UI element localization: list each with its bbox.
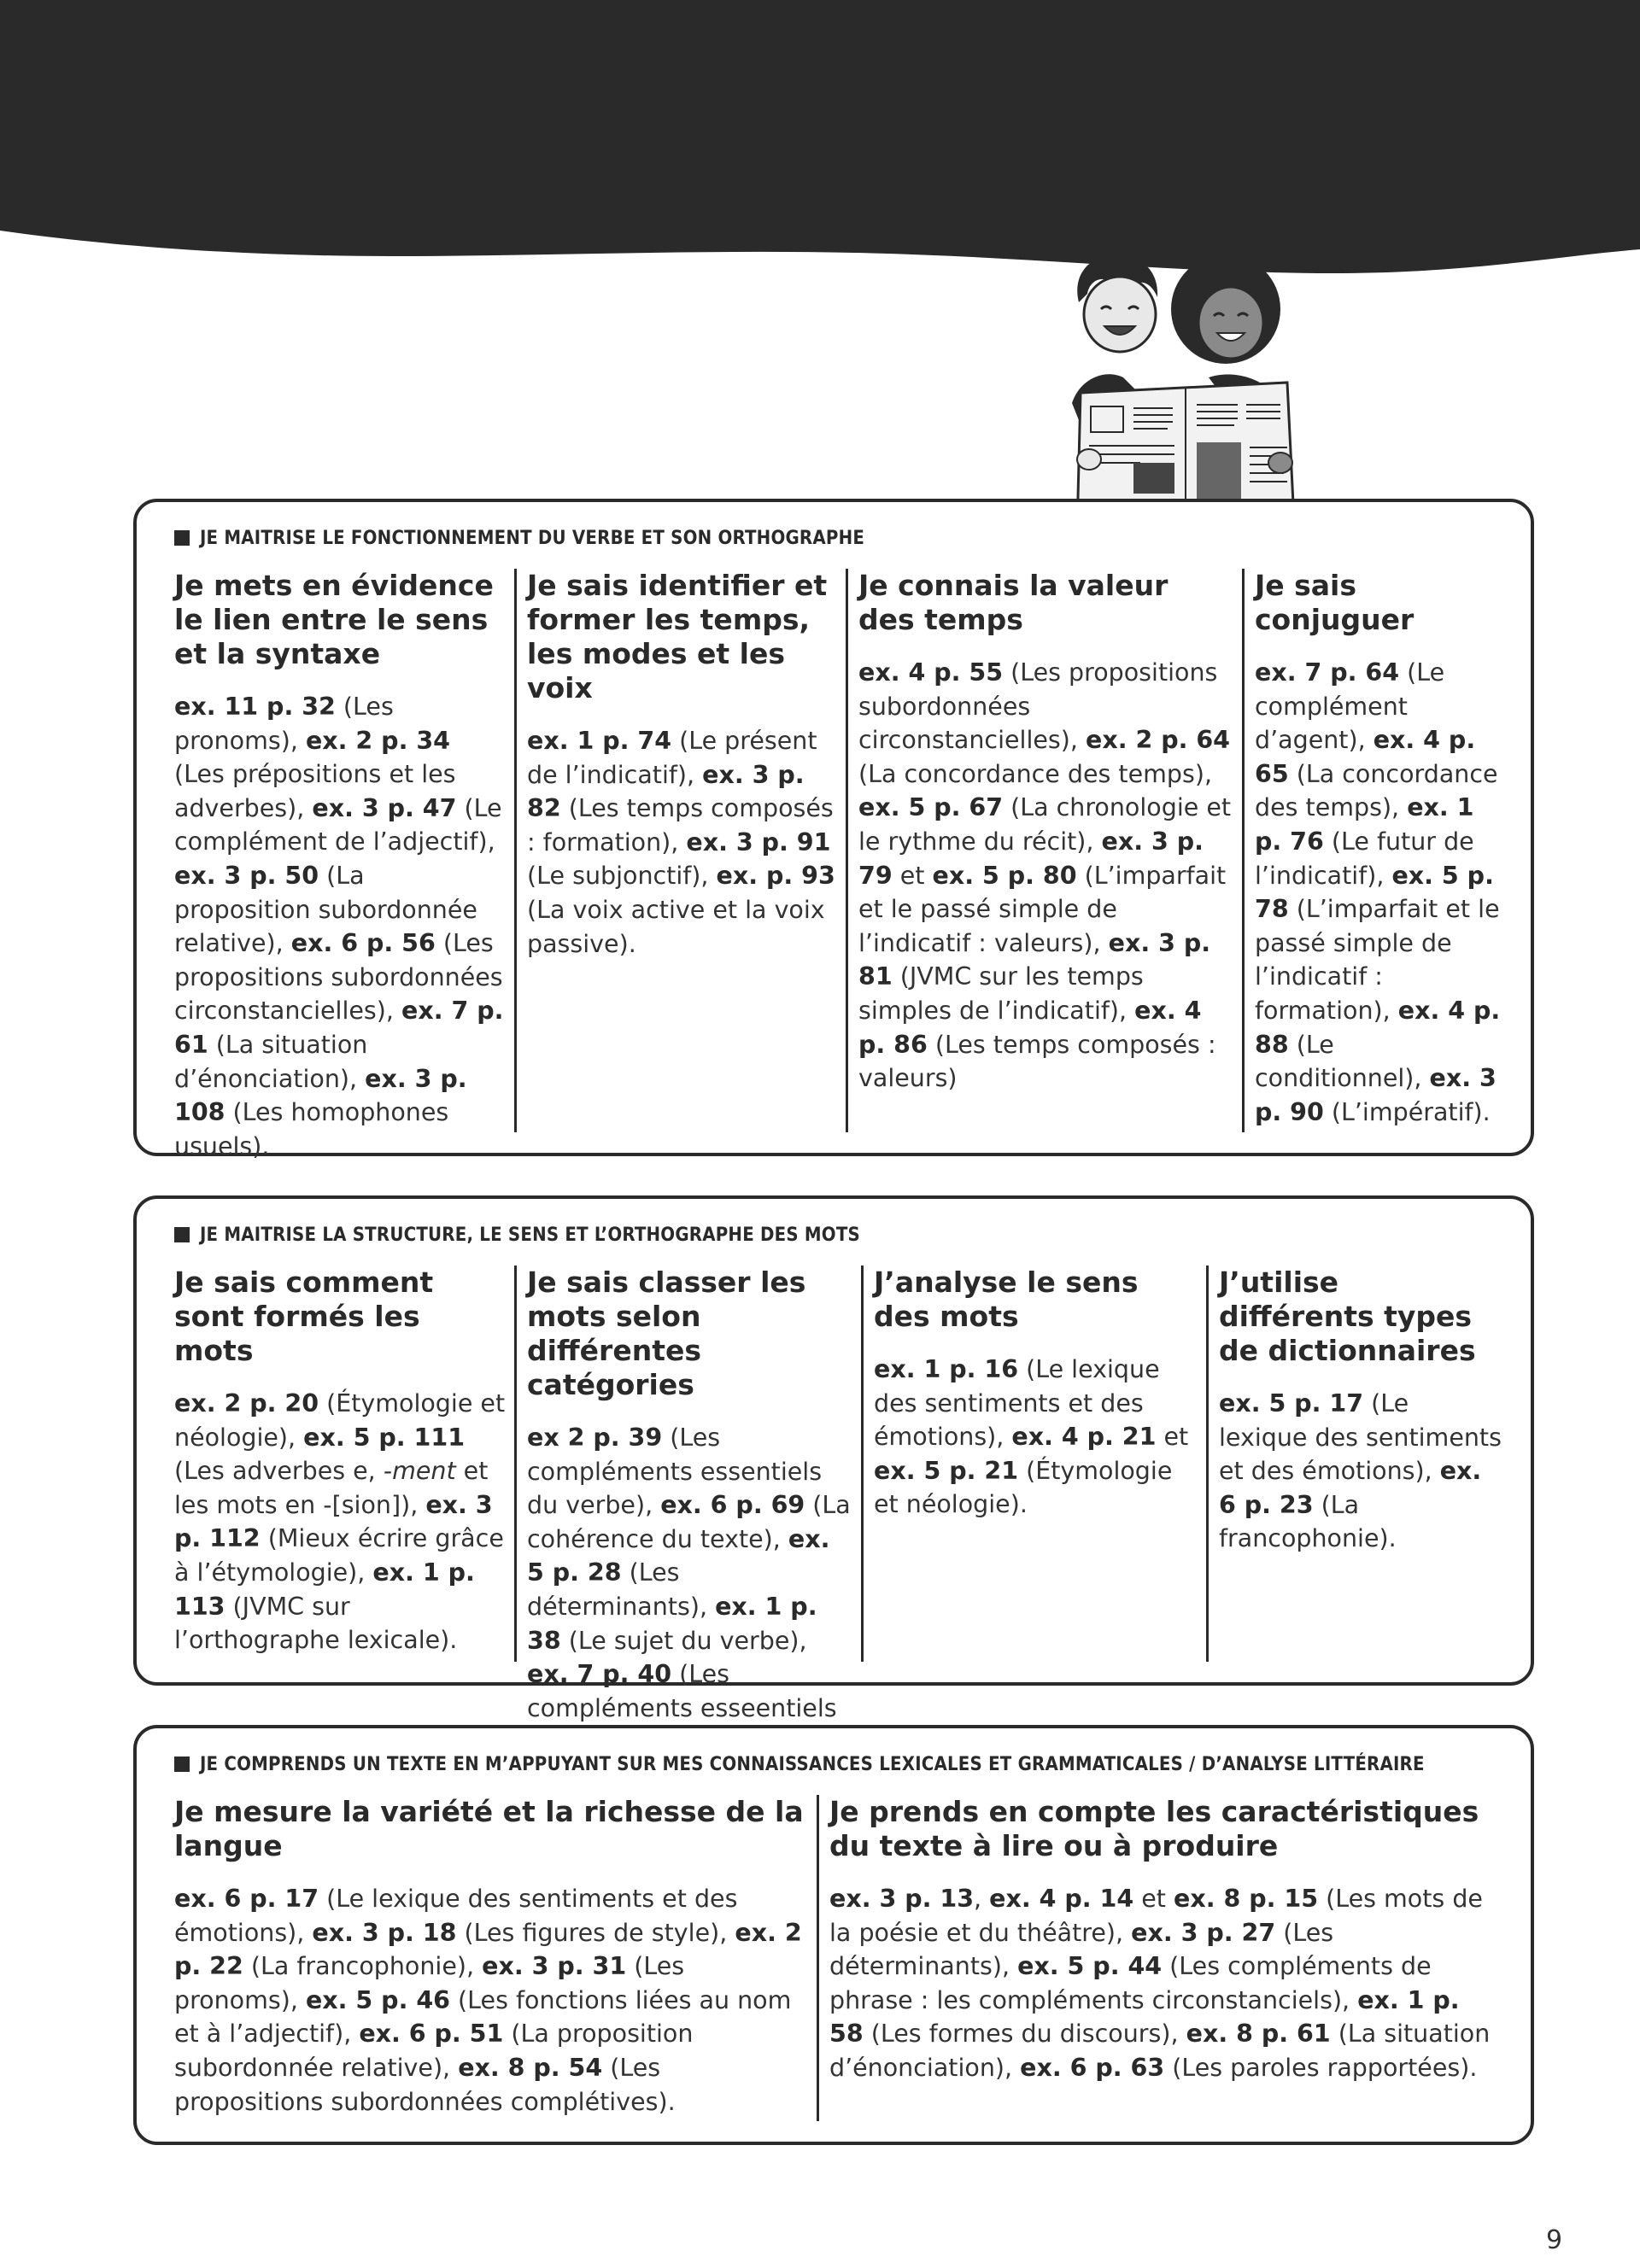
column xyxy=(1206,1266,1510,1662)
reference-description: et xyxy=(892,861,933,890)
exercise-reference: ex. 5 p. 67 xyxy=(858,793,1004,822)
column-title: Je mets en évidence le lien entre le sens et la syntaxe xyxy=(174,569,494,670)
exercise-reference: ex. 5 p. 21 xyxy=(874,1456,1019,1485)
reference-description: (Les compléments de phrase : les compléments circonstanciels), xyxy=(829,1952,1432,2014)
exercise-reference: ex. 8 p. 54 xyxy=(458,2053,603,2082)
column-title: J’analyse le sens des mots xyxy=(874,1266,1139,1333)
reference-description: (JVMC sur l’orthographe lexicale). xyxy=(174,1592,458,1655)
reference-description: (Le lexique des sentiments et des émotions), xyxy=(1219,1389,1502,1486)
column-title: Je sais comment sont formés les mots xyxy=(174,1266,434,1367)
reference-description: (Les propositions subordonnées circonstancielles), xyxy=(858,658,1218,755)
page-number: 9 xyxy=(1546,2225,1563,2255)
exercise-reference: ex. 1 p. 38 xyxy=(527,1592,817,1655)
exercise-reference: ex. 5 p. 28 xyxy=(527,1524,830,1587)
exercise-reference: ex. 4 p. 86 xyxy=(858,996,1202,1059)
reference-description: (Les formes du discours), xyxy=(863,2020,1186,2049)
reference-description: (Le lexique des sentiments et des émotions), xyxy=(174,1885,738,1947)
section-verbe xyxy=(133,499,1534,1160)
exercise-reference: ex. 4 p. 65 xyxy=(1255,726,1476,788)
reference-description: (Les propositions subordonnées circonstancielles), xyxy=(174,929,503,1026)
column xyxy=(514,1266,861,1722)
exercise-reference: ex. 3 p. 90 xyxy=(1255,1064,1496,1126)
reference-description: (Les propositions subordonnées complétives). xyxy=(174,2053,676,2116)
exercise-reference: ex. 7 p. 40 xyxy=(527,1660,672,1689)
reference-description: -ment xyxy=(383,1457,456,1486)
column xyxy=(846,569,1242,1132)
reference-description: (L’imparfait et le passé simple de l’indicatif : formation), xyxy=(1255,895,1500,1025)
exercise-reference: ex. p. 93 xyxy=(716,862,835,891)
exercise-reference: ex. 5 p. 111 xyxy=(303,1423,466,1452)
reference-description: (Le conditionnel), xyxy=(1255,1030,1430,1093)
exercise-reference: ex. 4 p. 21 xyxy=(1011,1423,1157,1452)
reference-description: (La voix active et la voix passive). xyxy=(527,895,825,958)
reference-description: (Les déterminants), xyxy=(527,1558,716,1621)
exercise-reference: ex. 3 p. 108 xyxy=(174,1064,467,1127)
exercise-reference: ex. 5 p. 46 xyxy=(305,1985,450,2014)
exercise-reference: ex. 3 p. 91 xyxy=(686,827,831,856)
column xyxy=(861,1266,1206,1662)
exercise-reference: ex. 4 p. 55 xyxy=(858,658,1004,687)
column-title: Je connais la valeur des temps xyxy=(858,569,1168,636)
exercise-reference: ex. 1 p. 16 xyxy=(874,1355,1019,1383)
reference-description: , xyxy=(974,1885,990,1913)
exercise-reference: ex. 11 p. 32 xyxy=(174,693,336,721)
reference-description: (Les fonctions liées au nom et à l’adjectif), xyxy=(174,1985,792,2049)
exercise-reference: ex. 8 p. 15 xyxy=(1174,1885,1319,1913)
header-band xyxy=(0,0,1640,290)
reference-description: (Le présent de l’indicatif), xyxy=(527,727,817,789)
exercise-reference: ex. 2 p. 22 xyxy=(174,1918,802,1981)
exercise-reference: ex. 3 p. 82 xyxy=(527,760,805,823)
column-body xyxy=(1255,656,1502,1129)
exercise-reference: ex. 6 p. 63 xyxy=(1020,2053,1165,2082)
exercise-reference: ex. 8 p. 61 xyxy=(1186,2020,1331,2049)
reference-description: (Les paroles rapportées). xyxy=(1164,2053,1478,2082)
column-title: Je sais conjuguer xyxy=(1255,569,1414,636)
column xyxy=(174,1795,817,2121)
exercise-reference: ex. 1 p. 113 xyxy=(174,1558,475,1621)
exercise-reference: ex. 7 p. 61 xyxy=(174,997,504,1059)
reference-description: (Les temps composés : formation), xyxy=(527,794,834,856)
exercise-reference: ex. 3 p. 18 xyxy=(312,1918,457,1947)
reference-description: (Le sujet du verbe), xyxy=(560,1626,807,1655)
reference-description: (Les déterminants), xyxy=(829,1918,1334,1981)
column-body xyxy=(874,1353,1198,1522)
exercise-reference: ex. 5 p. 17 xyxy=(1219,1389,1364,1418)
column-body xyxy=(527,1421,852,1759)
reference-description: (Les figures de style), xyxy=(456,1918,735,1947)
reference-description: (L’imparfait et le passé simple de l’indicatif : valeurs), xyxy=(858,861,1227,957)
column-body xyxy=(829,1882,1502,2085)
reference-description: (La francophonie). xyxy=(1219,1490,1397,1553)
square-bullet-icon xyxy=(174,1227,190,1242)
exercise-reference: ex. 5 p. 80 xyxy=(932,861,1077,890)
reference-description: (Le subjonctif), xyxy=(527,862,717,891)
reference-description: (La situation d’énonciation), xyxy=(174,1030,368,1093)
reference-description: (Le complément d’agent), xyxy=(1255,658,1445,755)
section-columns xyxy=(174,1795,1510,2121)
reference-description: et xyxy=(1133,1885,1174,1913)
column-body xyxy=(1219,1387,1502,1556)
exercise-reference: ex. 3 p. 31 xyxy=(482,1952,627,1981)
reference-description: (Le futur de l’indicatif), xyxy=(1255,827,1474,890)
exercise-reference: ex. 6 p. 17 xyxy=(174,1885,319,1913)
reference-description: (La proposition subordonnée relative), xyxy=(174,861,477,958)
exercise-reference: ex 2 p. 39 xyxy=(527,1423,663,1452)
square-bullet-icon xyxy=(174,1757,190,1772)
exercise-reference: ex. 2 p. 34 xyxy=(305,726,450,755)
column-body xyxy=(858,656,1233,1096)
section-columns xyxy=(174,569,1510,1160)
column xyxy=(817,1795,1510,2121)
exercise-reference: ex. 3 p. 79 xyxy=(858,827,1204,890)
section-heading: JE COMPRENDS UN TEXTE EN M’APPUYANT SUR MES CONNAISSANCES LEXICALES ET GRAMMATICALES / D’ANALYSE LITTÉRAIRE xyxy=(174,1754,1425,1775)
column-body xyxy=(174,1882,808,2119)
reference-description: (L’impératif). xyxy=(1323,1097,1491,1126)
column-body xyxy=(174,690,506,1163)
exercise-reference: ex. 3 p. 13 xyxy=(829,1885,975,1913)
exercise-reference: ex. 3 p. 27 xyxy=(1131,1918,1276,1947)
reference-description: (Les temps composés : valeurs) xyxy=(858,1030,1216,1093)
column-title: Je prends en compte les caractéristiques du texte à lire ou à produire xyxy=(829,1795,1479,1862)
column xyxy=(1242,569,1510,1132)
reference-description: (La francophonie), xyxy=(243,1952,483,1981)
exercise-reference: ex. 3 p. 81 xyxy=(858,928,1211,991)
section-heading: JE MAITRISE LA STRUCTURE, LE SENS ET L’ORTHOGRAPHE DES MOTS xyxy=(174,1225,860,1246)
exercise-reference: ex. 1 p. 74 xyxy=(527,727,672,755)
section-texte xyxy=(133,1725,1534,2145)
exercise-reference: ex. 3 p. 50 xyxy=(174,861,319,890)
reference-description: (Les prépositions et les adverbes), xyxy=(174,760,456,822)
reference-description: et xyxy=(1156,1423,1189,1452)
column-title: Je sais identifier et former les temps, les modes et les voix xyxy=(527,569,828,704)
exercise-reference: ex. 4 p. 14 xyxy=(989,1885,1134,1913)
reference-description: (Le complément de l’adjectif), xyxy=(174,793,502,856)
column xyxy=(174,1266,514,1662)
reference-description: (Les compléments esseentiels xyxy=(527,1660,837,1722)
square-bullet-icon xyxy=(174,530,190,546)
reference-description: (Les homophones usuels). xyxy=(174,1098,449,1160)
section-mots xyxy=(133,1195,1534,1722)
reference-description: (La concordance des temps), xyxy=(858,759,1213,788)
reference-description: (Les adverbes e, xyxy=(174,1457,384,1486)
reference-description: (La situation d’énonciation), xyxy=(829,2020,1491,2082)
reference-description: (La concordance des temps), xyxy=(1255,759,1498,822)
reference-description: (La chronologie et le rythme du récit), xyxy=(858,793,1232,856)
exercise-reference: ex. 4 p. 88 xyxy=(1255,996,1501,1059)
exercise-reference: ex. 5 p. 44 xyxy=(1017,1952,1163,1981)
column-body xyxy=(174,1387,506,1657)
exercise-reference: ex. 3 p. 47 xyxy=(312,793,457,822)
exercise-reference: ex. 6 p. 56 xyxy=(290,929,436,958)
exercise-reference: ex. 6 p. 23 xyxy=(1219,1457,1482,1519)
children-reading-newspaper-illustration xyxy=(1063,249,1311,540)
header-band-shape xyxy=(0,0,1640,273)
column xyxy=(174,569,514,1160)
exercise-reference: ex. 7 p. 64 xyxy=(1255,658,1400,687)
reference-description: (Les mots de la poésie et du théâtre), xyxy=(829,1885,1483,1947)
reference-description: (Étymologie et néologie). xyxy=(874,1456,1173,1519)
column-body xyxy=(527,724,837,961)
reference-description: (JVMC sur les temps simples de l’indicatif), xyxy=(858,962,1144,1025)
reference-description: et les mots en -[sion]), xyxy=(174,1457,489,1519)
exercise-reference: ex. 3 p. 112 xyxy=(174,1490,493,1553)
exercise-reference: ex. 1 p. 58 xyxy=(829,1985,1460,2049)
exercise-reference: ex. 1 p. 76 xyxy=(1255,793,1474,856)
section-columns xyxy=(174,1266,1510,1722)
reference-description: (La cohérence du texte), xyxy=(527,1491,851,1553)
reference-description: (Les compléments essentiels du verbe), xyxy=(527,1423,823,1520)
reference-description: (Les pronoms), xyxy=(174,693,394,755)
reference-description: (Le lexique des sentiments et des émotions), xyxy=(874,1355,1160,1452)
reference-description: (Mieux écrire grâce à l’étymologie), xyxy=(174,1524,504,1587)
column xyxy=(514,569,846,1132)
reference-description: (Étymologie et néologie), xyxy=(174,1389,506,1452)
reference-description: (Les pronoms), xyxy=(174,1952,685,2014)
section-heading: JE MAITRISE LE FONCTIONNEMENT DU VERBE ET SON ORTHOGRAPHE xyxy=(174,528,864,549)
exercise-reference: ex. 5 p. 78 xyxy=(1255,861,1494,924)
exercise-reference: ex. 2 p. 64 xyxy=(1085,726,1231,755)
exercise-reference: ex. 6 p. 51 xyxy=(359,2020,504,2049)
exercise-reference: ex. 6 p. 69 xyxy=(660,1491,805,1520)
column-title: Je mesure la variété et la richesse de la langue xyxy=(174,1795,804,1862)
reference-description: (La proposition subordonnée relative), xyxy=(174,2020,694,2082)
exercise-reference: ex. 2 p. 20 xyxy=(174,1389,319,1418)
column-title: Je sais classer les mots selon différentes catégories xyxy=(527,1266,806,1401)
column-title: J’utilise différents types de dictionnaires xyxy=(1219,1266,1476,1367)
